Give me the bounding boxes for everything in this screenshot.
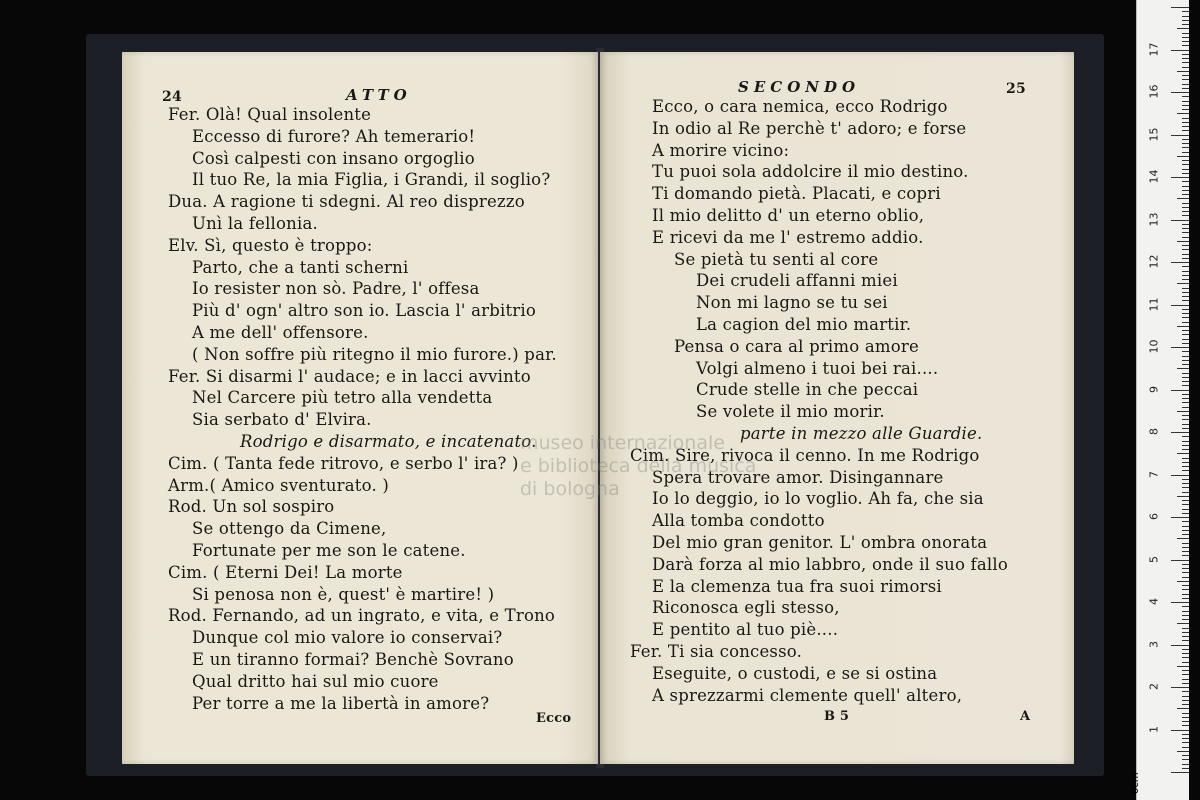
ruler-tick — [1182, 334, 1189, 335]
ruler-tick — [1182, 547, 1189, 548]
ruler-tick — [1182, 118, 1189, 119]
ruler-tick — [1182, 292, 1189, 293]
ruler-tick — [1182, 207, 1189, 208]
ruler-cm-label: 12 — [1147, 254, 1161, 269]
ruler-tick — [1182, 41, 1189, 42]
ruler-tick — [1182, 606, 1189, 607]
ruler-tick — [1182, 513, 1189, 514]
left-text-line: Così calpesti con insano orgoglio — [192, 148, 475, 168]
ruler-tick — [1182, 160, 1189, 161]
right-text-line: In odio al Re perchè t' adoro; e forse — [652, 118, 967, 138]
ruler-tick — [1171, 730, 1189, 731]
ruler-tick — [1182, 360, 1189, 361]
right-catchword: A — [1020, 709, 1031, 724]
ruler-tick — [1182, 279, 1189, 280]
ruler-tick — [1182, 211, 1189, 212]
ruler-tick — [1182, 530, 1189, 531]
ruler-tick — [1177, 368, 1189, 369]
left-text-line: Fortunate per me son le catene. — [192, 541, 466, 560]
left-page — [122, 52, 598, 764]
ruler-tick — [1182, 322, 1189, 323]
ruler-tick — [1182, 691, 1189, 692]
ruler-tick — [1182, 364, 1189, 365]
left-text-line: Rod. Fernando, ad un ingrato, e vita, e Trono — [168, 606, 556, 626]
ruler-cm-label: 8 — [1147, 428, 1161, 435]
ruler-tick — [1182, 152, 1189, 153]
right-text-line: Se volete il mio morir. — [696, 402, 885, 422]
ruler-tick — [1182, 653, 1189, 654]
right-text-line: Cim. Sire, rivoca il cenno. In me Rodrigo — [630, 445, 980, 465]
ruler-cm-label: 7 — [1147, 470, 1161, 478]
right-text-line: Il mio delitto d' un eterno oblio, — [652, 206, 925, 225]
ruler-tick — [1182, 466, 1189, 467]
ruler-tick — [1182, 224, 1189, 225]
ruler-tick — [1182, 373, 1189, 374]
ruler-tick — [1182, 436, 1189, 437]
ruler-tick — [1171, 517, 1189, 518]
ruler-tick — [1182, 487, 1189, 488]
ruler-cm-label: 2 — [1147, 683, 1161, 690]
ruler-tick — [1171, 262, 1189, 263]
ruler-tick — [1177, 538, 1189, 539]
ruler-tick — [1182, 555, 1189, 556]
ruler-tick — [1182, 339, 1189, 340]
ruler-tick — [1182, 309, 1189, 310]
left-text-line: Io resister non sò. Padre, l' offesa — [192, 279, 480, 299]
ruler-tick — [1182, 764, 1189, 765]
ruler-tick — [1182, 470, 1189, 471]
ruler-tick — [1177, 198, 1189, 199]
right-text-line: Darà forza al mio labbro, onde il suo fallo — [652, 554, 1008, 574]
ruler-tick — [1182, 249, 1189, 250]
ruler-tick — [1182, 568, 1189, 569]
ruler-tick — [1182, 640, 1189, 641]
ruler-tick — [1182, 449, 1189, 450]
ruler-tick — [1182, 504, 1189, 505]
ruler-tick — [1182, 296, 1189, 297]
ruler-cm-label: 5 — [1147, 555, 1161, 563]
right-text-line: parte in mezzo alle Guardie. — [740, 424, 983, 443]
left-text-line: Arm.( Amico sventurato. ) — [168, 475, 389, 495]
right-text-line: A morire vicino: — [652, 140, 790, 160]
ruler-tick — [1182, 237, 1189, 238]
ruler-tick — [1182, 275, 1189, 276]
ruler-tick — [1177, 113, 1189, 114]
ruler-tick — [1182, 45, 1189, 46]
ruler-tick — [1177, 28, 1189, 29]
ruler-tick — [1182, 147, 1189, 148]
ruler-tick — [1177, 411, 1189, 412]
ruler-tick — [1182, 54, 1189, 55]
ruler-tick — [1177, 708, 1189, 709]
right-page — [600, 52, 1074, 764]
ruler-tick — [1182, 649, 1189, 650]
ruler-unit-label: 0cm — [1130, 772, 1141, 794]
ruler-tick — [1182, 713, 1189, 714]
ruler-tick — [1182, 721, 1189, 722]
ruler-tick — [1182, 696, 1189, 697]
watermark-line: museo internazionale — [520, 432, 725, 454]
left-text-line: Cim. ( Eterni Dei! La morte — [168, 562, 403, 582]
left-text-line: Cim. ( Tanta fede ritrovo, e serbo l' ira? ) — [168, 453, 519, 473]
ruler-tick — [1171, 135, 1189, 136]
ruler-tick — [1182, 258, 1189, 259]
ruler-tick — [1177, 496, 1189, 497]
ruler-tick — [1182, 190, 1189, 191]
ruler-tick — [1182, 385, 1189, 386]
ruler-tick — [1177, 623, 1189, 624]
ruler-tick — [1182, 20, 1189, 21]
left-catchword: Ecco — [536, 711, 572, 726]
ruler-cm-label: 14 — [1147, 169, 1161, 184]
ruler-tick — [1182, 33, 1189, 34]
ruler-tick — [1182, 105, 1189, 106]
ruler-tick — [1182, 37, 1189, 38]
ruler-tick — [1182, 428, 1189, 429]
left-text-line: Rodrigo e disarmato, e incatenato. — [240, 432, 537, 451]
signature-mark: B 5 — [824, 709, 850, 724]
ruler-tick — [1171, 220, 1189, 221]
ruler-tick — [1182, 343, 1189, 344]
right-text-line: E pentito al tuo piè.... — [652, 620, 839, 640]
left-running-head: ATTO — [346, 86, 412, 104]
ruler-tick — [1182, 738, 1189, 739]
left-text-line: Il tuo Re, la mia Figlia, i Grandi, il soglio? — [192, 170, 551, 190]
ruler-tick — [1182, 679, 1189, 680]
ruler-tick — [1182, 194, 1189, 195]
right-text-line: Tu puoi sola addolcire il mio destino. — [652, 162, 969, 182]
ruler-tick — [1182, 394, 1189, 395]
right-text-line: Spera trovare amor. Disingannare — [652, 467, 944, 487]
ruler-cm-label: 15 — [1147, 127, 1161, 141]
ruler-tick — [1171, 475, 1189, 476]
right-text-line: Fer. Ti sia concesso. — [630, 642, 803, 661]
ruler-tick — [1177, 283, 1189, 284]
ruler-tick — [1171, 645, 1189, 646]
measuring-ruler — [1130, 0, 1189, 800]
left-text-line: Dua. A ragione ti sdegni. Al reo disprezzo — [168, 192, 525, 212]
ruler-tick — [1182, 585, 1189, 586]
ruler-tick — [1182, 402, 1189, 403]
ruler-tick — [1182, 126, 1189, 127]
ruler-tick — [1182, 657, 1189, 658]
ruler-tick — [1171, 390, 1189, 391]
ruler-tick — [1182, 479, 1189, 480]
right-text-line: A sprezzarmi clemente quell' altero, — [652, 685, 963, 705]
right-text-line: La cagion del mio martir. — [696, 315, 912, 334]
ruler-tick — [1182, 534, 1189, 535]
ruler-cm-label: 13 — [1147, 212, 1161, 226]
right-text-line: Volgi almeno i tuoi bei rai.... — [696, 358, 939, 378]
ruler-cm-label: 3 — [1147, 640, 1161, 648]
ruler-tick — [1182, 79, 1189, 80]
ruler-tick — [1171, 92, 1189, 93]
ruler-tick — [1171, 560, 1189, 561]
left-text-line: Fer. Si disarmi l' audace; e in lacci avvinto — [168, 366, 531, 386]
left-text-line: Nel Carcere più tetro alla vendetta — [192, 388, 493, 408]
ruler-tick — [1182, 577, 1189, 578]
ruler-tick — [1177, 326, 1189, 327]
ruler-tick — [1182, 109, 1189, 110]
ruler-cm-label: 1 — [1147, 725, 1161, 733]
right-text-line: Ecco, o cara nemica, ecco Rodrigo — [652, 97, 948, 116]
right-text-line: Riconosca egli stesso, — [652, 598, 840, 618]
left-text-line: Dunque col mio valore io conservai? — [192, 628, 503, 648]
left-page-number: 24 — [162, 89, 182, 105]
left-text-line: Sia serbato d' Elvira. — [192, 410, 372, 430]
ruler-cm-label: 10 — [1147, 339, 1161, 354]
ruler-tick — [1182, 84, 1189, 85]
ruler-tick — [1182, 419, 1189, 420]
ruler-tick — [1182, 381, 1189, 382]
ruler-tick — [1182, 589, 1189, 590]
ruler-tick — [1182, 742, 1189, 743]
ruler-cm-label: 6 — [1147, 513, 1161, 520]
right-text-line: Dei crudeli affanni miei — [696, 271, 898, 291]
ruler-tick — [1182, 24, 1189, 25]
left-text-line: Elv. Sì, questo è troppo: — [168, 235, 373, 255]
ruler-tick — [1182, 628, 1189, 629]
ruler-tick — [1182, 232, 1189, 233]
ruler-tick — [1182, 572, 1189, 573]
ruler-cm-label: 11 — [1147, 297, 1161, 311]
ruler-tick — [1182, 181, 1189, 182]
ruler-tick — [1177, 71, 1189, 72]
right-text-line: E ricevi da me l' estremo addio. — [652, 227, 924, 247]
ruler-tick — [1171, 772, 1189, 773]
ruler-tick — [1182, 662, 1189, 663]
ruler-tick — [1182, 62, 1189, 63]
ruler-tick — [1177, 453, 1189, 454]
ruler-tick — [1182, 700, 1189, 701]
ruler-tick — [1182, 445, 1189, 446]
ruler-tick — [1182, 768, 1189, 769]
ruler-tick — [1171, 602, 1189, 603]
right-page-number: 25 — [1006, 81, 1026, 97]
ruler-tick — [1182, 458, 1189, 459]
left-text-line: Rod. Un sol sospiro — [168, 497, 335, 517]
ruler-tick — [1182, 88, 1189, 89]
ruler-tick — [1177, 241, 1189, 242]
left-text-line: Eccesso di furore? Ah temerario! — [192, 126, 476, 146]
ruler-tick — [1182, 551, 1189, 552]
right-text-line: Alla tomba condotto — [652, 511, 825, 531]
ruler-cm-label: 16 — [1147, 84, 1161, 99]
ruler-tick — [1182, 594, 1189, 595]
ruler-tick — [1182, 632, 1189, 633]
ruler-tick — [1177, 666, 1189, 667]
right-text-line: Ti domando pietà. Placati, e copri — [652, 184, 941, 204]
left-text-line: ( Non soffre più ritegno il mio furore.) par. — [192, 344, 557, 364]
ruler-tick — [1182, 755, 1189, 756]
right-text-line: E la clemenza tua fra suoi rimorsi — [652, 576, 942, 596]
ruler-tick — [1182, 611, 1189, 612]
ruler-tick — [1177, 156, 1189, 157]
right-text-line: Pensa o cara al primo amore — [674, 336, 919, 356]
ruler-tick — [1182, 330, 1189, 331]
ruler-tick — [1182, 186, 1189, 187]
ruler-tick — [1182, 122, 1189, 123]
ruler-tick — [1182, 356, 1189, 357]
ruler-tick — [1177, 751, 1189, 752]
ruler-tick — [1182, 300, 1189, 301]
ruler-tick — [1171, 7, 1189, 8]
ruler-tick — [1182, 441, 1189, 442]
right-text-line: Eseguite, o custodi, e se si ostina — [652, 663, 938, 683]
ruler-tick — [1182, 215, 1189, 216]
ruler-tick — [1171, 177, 1189, 178]
ruler-tick — [1171, 687, 1189, 688]
right-text-line: Se pietà tu senti al core — [674, 249, 879, 269]
ruler-tick — [1182, 317, 1189, 318]
ruler-tick — [1182, 58, 1189, 59]
ruler-tick — [1182, 747, 1189, 748]
ruler-tick — [1171, 50, 1189, 51]
ruler-tick — [1182, 228, 1189, 229]
watermark-line: di bologna — [520, 478, 620, 500]
ruler-tick — [1182, 717, 1189, 718]
ruler-tick — [1182, 245, 1189, 246]
left-text-line: E un tiranno formai? Benchè Sovrano — [192, 650, 514, 669]
ruler-tick — [1182, 462, 1189, 463]
left-text-line: Fer. Olà! Qual insolente — [168, 105, 372, 124]
ruler-tick — [1182, 143, 1189, 144]
left-text-line: Se ottengo da Cimene, — [192, 519, 387, 539]
right-text-line: Non mi lagno se tu sei — [696, 293, 888, 313]
ruler-tick — [1182, 313, 1189, 314]
ruler-tick — [1182, 351, 1189, 352]
ruler-tick — [1177, 581, 1189, 582]
ruler-cm-label: 17 — [1147, 42, 1161, 56]
left-text-line: Qual dritto hai sul mio cuore — [192, 671, 439, 691]
ruler-tick — [1182, 483, 1189, 484]
ruler-tick — [1182, 415, 1189, 416]
watermark-line: e biblioteca della musica — [520, 455, 757, 477]
ruler-tick — [1182, 670, 1189, 671]
ruler-tick — [1182, 725, 1189, 726]
ruler-cm-label: 9 — [1147, 385, 1161, 393]
ruler-tick — [1182, 619, 1189, 620]
ruler-tick — [1182, 407, 1189, 408]
left-text-line: Per torre a me la libertà in amore? — [192, 693, 490, 713]
right-text-line: Del mio gran genitor. L' ombra onorata — [652, 533, 988, 552]
ruler-tick — [1182, 424, 1189, 425]
ruler-tick — [1182, 734, 1189, 735]
ruler-tick — [1182, 96, 1189, 97]
ruler-tick — [1182, 67, 1189, 68]
ruler-tick — [1182, 543, 1189, 544]
ruler-tick — [1182, 759, 1189, 760]
ruler-cm-label: 4 — [1147, 598, 1161, 605]
right-running-head: SECONDO — [738, 78, 861, 96]
ruler-tick — [1182, 11, 1189, 12]
left-text-line: Si penosa non è, quest' è martire! ) — [192, 584, 495, 604]
ruler-tick — [1182, 173, 1189, 174]
ruler-tick — [1171, 347, 1189, 348]
right-text-line: Crude stelle in che peccai — [696, 380, 919, 400]
ruler-tick — [1182, 704, 1189, 705]
ruler-tick — [1182, 288, 1189, 289]
ruler-tick — [1182, 266, 1189, 267]
ruler-tick — [1182, 75, 1189, 76]
ruler-tick — [1182, 615, 1189, 616]
ruler-tick — [1182, 377, 1189, 378]
ruler-tick — [1182, 683, 1189, 684]
ruler-tick — [1182, 636, 1189, 637]
ruler-tick — [1182, 101, 1189, 102]
ruler-tick — [1182, 674, 1189, 675]
ruler-tick — [1182, 398, 1189, 399]
ruler-tick — [1182, 526, 1189, 527]
ruler-tick — [1182, 164, 1189, 165]
ruler-tick — [1171, 432, 1189, 433]
ruler-tick — [1182, 16, 1189, 17]
ruler-tick — [1182, 139, 1189, 140]
left-text-line: Più d' ogn' altro son io. Lascia l' arbitrio — [192, 301, 537, 321]
ruler-tick — [1182, 169, 1189, 170]
ruler-tick — [1182, 598, 1189, 599]
ruler-tick — [1182, 564, 1189, 565]
ruler-tick — [1182, 492, 1189, 493]
ruler-tick — [1182, 509, 1189, 510]
left-text-line: A me dell' offensore. — [192, 323, 369, 342]
ruler-tick — [1182, 500, 1189, 501]
left-text-line: Unì la fellonia. — [192, 214, 318, 233]
ruler-tick — [1182, 130, 1189, 131]
ruler-tick — [1182, 521, 1189, 522]
ruler-tick — [1171, 305, 1189, 306]
right-text-line: Io lo deggio, io lo voglio. Ah fa, che sia — [652, 489, 984, 509]
ruler-tick — [1182, 203, 1189, 204]
ruler-tick — [1182, 271, 1189, 272]
ruler-tick — [1182, 254, 1189, 255]
left-text-line: Parto, che a tanti scherni — [192, 257, 409, 277]
library-watermark — [520, 432, 756, 501]
